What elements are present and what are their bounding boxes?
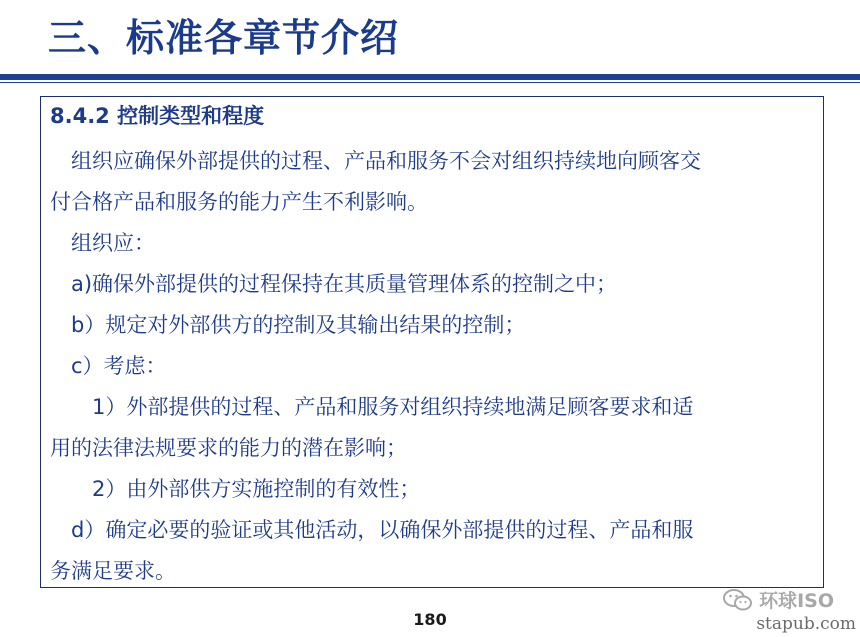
slide-title: 三、标准各章节介绍 <box>48 16 400 60</box>
body-line: d）确定必要的验证或其他活动，以确保外部提供的过程、产品和服 <box>50 518 694 542</box>
body-line: 2）由外部供方实施控制的有效性； <box>50 477 421 501</box>
body-line: 付合格产品和服务的能力产生不利影响。 <box>50 190 428 214</box>
section-heading: 8.4.2 控制类型和程度 <box>50 104 265 128</box>
site-url: stapub.com <box>756 614 856 634</box>
body-line: 1）外部提供的过程、产品和服务对组织持续地满足顾客要求和适 <box>50 395 694 419</box>
page-number: 180 <box>413 610 447 629</box>
watermark-text: 环球ISO <box>759 590 834 612</box>
body-line: 组织应确保外部提供的过程、产品和服务不会对组织持续地向顾客交 <box>50 149 701 173</box>
body-line: a)确保外部提供的过程保持在其质量管理体系的控制之中； <box>50 272 618 296</box>
body-line: c）考虑： <box>50 354 167 378</box>
body-line: 组织应： <box>50 231 155 255</box>
watermark <box>723 586 834 613</box>
body-line: 用的法律法规要求的能力的潜在影响； <box>50 436 407 460</box>
content-box <box>40 96 824 588</box>
wechat-icon <box>723 588 753 612</box>
body-line: b）规定对外部供方的控制及其输出结果的控制； <box>50 313 526 337</box>
title-divider-thick <box>0 74 860 80</box>
body-line: 务满足要求。 <box>50 559 176 583</box>
title-divider-thin <box>0 82 860 83</box>
